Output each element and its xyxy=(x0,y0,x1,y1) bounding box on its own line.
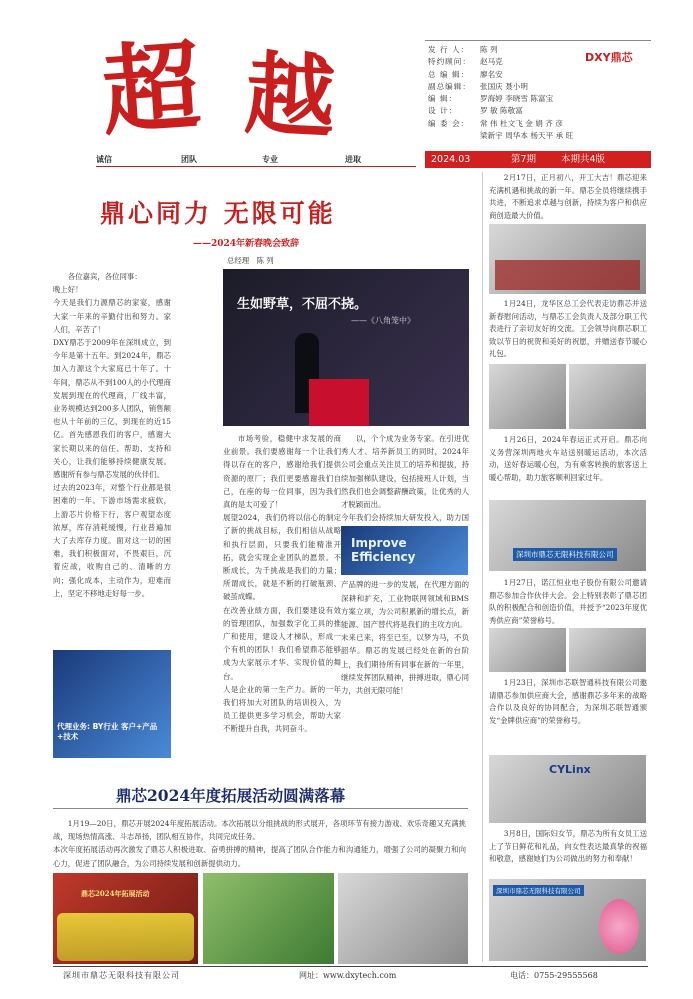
staff-names: 张国庆 聂小明 xyxy=(480,81,528,91)
staff-role: 设 计： xyxy=(428,106,458,116)
lead-byline: 总经理 陈 列 xyxy=(227,256,274,265)
lead-col-2-text: 市场考验，稳健中求发展的商业前景。我们要感谢每一个让我们得以存在的客户，感谢给我们提供资源的原厂；我们更要感谢我们自己，在座的每一位同事，因为我们真的是太可爱了！ 展望2024，我们仍将以信心的制定了新的挑战目标，我们相信从战略和执行层面，只要我们能精准开拓，就会实现企业团队的愿景。不断成长，为千挑战是我们的力量；所谓成长，就是不断的打破瓶颈、破茧成蝶。 在改善业绩方面，我们要建设有效的管理团队，加强数字化工具的推广和使用，建设人才梯队，形成一个有机的团队！我们希望鼎芯能够成为大家展示才华、实现价值的舞台。 人是企业的第一生产力。新的一年我们将加大对团队的培训投入，为员工提供更多学习机会，帮助大家不断提升自我，共同奋斗。 xyxy=(223,434,341,734)
sidebar-text-5: 1月23日，深圳市芯联智通科技有限公司邀请鼎芯参加供应商大会，感谢鼎芯多年来的战略合作以及良好的协同配合，为深圳芯联智通颁发“金牌供应商”的荣誉称号。 xyxy=(489,678,647,725)
tagline-rule xyxy=(96,166,416,167)
issue-bar xyxy=(425,151,651,168)
staff-row xyxy=(428,105,646,117)
tagline-1: 诚信 xyxy=(96,155,112,164)
lead-headline: 鼎心同力 无限可能 xyxy=(100,199,336,228)
staff-names: 罗海婷 李晓雪 陈富宝 xyxy=(480,94,554,104)
sidebar-text-2: 1月24日，龙华区总工会代表走访鼎芯并送新春慰问活动，与鼎芯工会负责人及部分职工代表进行了亲切友好的交流。工会领导向鼎芯职工致以节日的祝贺和美好的祝愿，并赠送春节暖心礼包。 xyxy=(489,299,647,359)
promo-image xyxy=(53,650,171,758)
staff-row xyxy=(428,93,646,105)
staff-names: 罗 敏 陈敬富 xyxy=(480,106,523,116)
lead-col-3b xyxy=(341,578,469,760)
improve-efficiency-image xyxy=(341,526,468,575)
sidebar-photo-3-sign: 深圳市鼎芯无限科技有限公司 xyxy=(513,548,617,561)
lead-col-2 xyxy=(223,432,341,758)
team-banner: 鼎芯2024年拓展活动 xyxy=(81,889,150,898)
issue-pages: 本期共4版 xyxy=(561,154,606,165)
staff-row xyxy=(428,81,646,93)
staff-rule-top xyxy=(425,40,651,41)
sidebar-photo-5-logo: CYLinx xyxy=(549,763,591,776)
lead-col-1-text: 各位嘉宾，各位同事： 晚上好！ 今天是我们力源鼎芯的家宴，感谢大家一年来的辛勤付出和努力。家人们，辛苦了！ DXY鼎芯于2009年在深圳成立，到今年是第十五年。到2024年，鼎芯加入力源这个大家庭已十年了。十年间，鼎芯从不到100人的小代理商发展到现在的代理商，厂线丰富，业务规模达到200多人团队，销售额也从十年前的三亿，到现在的近15亿。首先感恩我们的客户，感谢大家长期以来的信任、帮助、支持和关心，让我们能够持续健康发展。感谢所有参与鼎芯发展的伙伴们。 过去的2023年，对整个行业都是很困难的一年。下游市场需求疲软，上游芯片价格下行，客户观望态度浓厚，库存消耗缓慢，行业普遍加大了去库存力度。面对这一切的困难，我们积极面对，不畏艰巨，沉着应战，收购自己的、清晰的方向；强化成本，主动作为，迎难而上，坚定不移地走好每一步。 xyxy=(53,272,171,598)
footer-rule xyxy=(53,966,648,967)
sidebar-photo-5 xyxy=(489,755,646,823)
team-photo-2 xyxy=(203,873,334,964)
footer-website: 网址：www.dxytech.com xyxy=(299,971,397,980)
sidebar-photo-3 xyxy=(489,500,646,571)
tagline-2: 团队 xyxy=(181,155,197,164)
lead-col-3b-text: 产品牌的进一步的发展，在代理方面的深耕和扩充，工业物联网领域和BMS方案立项，为公司积累新的增长点，新能源、国产替代将是我们的主攻方向。 未来已来，将至已至，以梦为马，不负韶华。鼎芯的发展已经处在新的台阶上，我们期待所有同事在新的一年里，继续发挥团队精神，拼搏进取，鼎心同力，共创无限可能！ xyxy=(341,580,469,696)
sidebar-photo-6-balloons xyxy=(599,899,639,954)
sidebar-photo-1 xyxy=(489,224,646,294)
speech-banner-sub: ——《八角笼中》 xyxy=(351,316,415,325)
staff-role xyxy=(428,130,480,142)
sidebar-text-4: 1月27日，诺江恒业电子股份有限公司邀请鼎芯参加合作伙伴大会。会上特别表彰了鼎芯团队的积极配合和创造价值，并授予“2023年度优秀供应商”荣誉称号。 xyxy=(489,578,647,625)
article-2-headline: 鼎芯2024年度拓展活动圆满落幕 xyxy=(116,786,346,805)
lead-col-3a-text: 以，个个成为业务专家。在引进优秀人才、培养新员工的同时，2024年公司会重点关注员工的培养和提拔，持续加强梯队建设，包括接班人计划，当然我们也会调整薪酬政策，让优秀的人才脱颖而出。 今年我们会持续加大研发投入，助力国 xyxy=(341,434,469,522)
improve-text: Improve Efficiency xyxy=(351,536,416,564)
promo-text: 代理业务: BY行业 客户+产品+技术 xyxy=(57,722,158,741)
sidebar-photo-6-banner: 深圳市鼎芯无限科技有限公司 xyxy=(493,885,584,896)
staff-names: 常 伟 杜文飞 金 娟 齐 彦 xyxy=(480,118,563,128)
sidebar-photo-4a xyxy=(489,628,566,672)
staff-names: 赵马克 xyxy=(480,57,503,67)
sidebar-text-1: 2月17日，正月初八，开工大吉！鼎芯迎来充满机遇和挑战的新一年。鼎芯全员将继续携手共进，不断追求卓越与创新，持续为客户和供应商创造最大价值。 xyxy=(489,173,647,220)
issue-date: 2024.03 xyxy=(431,154,471,165)
lead-col-1 xyxy=(53,270,171,648)
sidebar-photo-2b xyxy=(569,364,646,429)
lead-col-3 xyxy=(341,432,469,522)
staff-names: 梁新宇 周华本 杨天平 承 旺 xyxy=(480,131,574,141)
staff-role: 编 委 会： xyxy=(428,118,470,128)
sidebar-photo-2a xyxy=(489,364,566,429)
staff-names: 陈 列 xyxy=(480,45,498,54)
speech-banner-text: 生如野草，不屈不挠。 xyxy=(237,297,368,312)
staff-role: 副总编辑： xyxy=(428,81,471,91)
staff-role: 发 行 人： xyxy=(428,45,470,54)
podium xyxy=(309,379,369,426)
article-2-rule xyxy=(53,808,468,809)
logo: DXY鼎芯 xyxy=(585,51,633,64)
footer-company: 深圳市鼎芯无限科技有限公司 xyxy=(63,971,180,980)
sidebar-text-6: 3月8日，国际妇女节，鼎芯为所有女员工送上了节日鲜花和礼品，向女性表达最真挚的祝福和敬意，感谢她们为公司做出的努力和奉献！ xyxy=(489,829,647,864)
staff-role: 特约顾问： xyxy=(428,57,471,67)
team-crowd xyxy=(57,913,194,961)
staff-role: 总 编 辑： xyxy=(428,69,470,79)
masthead-title-2: 越 xyxy=(242,40,338,152)
tagline-4: 进取 xyxy=(345,155,361,164)
sidebar-rule xyxy=(482,172,483,962)
tagline-3: 专业 xyxy=(262,155,278,164)
article-2-text: 1月19—20日，鼎芯开展2024年度拓展活动。本次拓展以分组挑战的形式展开，各项环节有接力游戏、欢乐奇趣又充满挑战，现场热情高涨、斗志昂扬，团队相互协作，共同完成任务。 本次年度拓展活动再次激发了鼎芯人积极进取、奋勇拼搏的精神，提高了团队合作能力和沟通能力，增强了公司的凝聚力和向心力，促进了团队融合，为公司持续发展和创新提供动力。 xyxy=(53,819,466,868)
team-photo-3 xyxy=(338,873,468,964)
footer-phone: 电话：0755-29555568 xyxy=(510,971,598,980)
team-photo-1 xyxy=(53,873,198,964)
staff-row xyxy=(428,130,646,142)
sidebar-text-3: 1月26日，2024年春运正式开启。鼎芯向义务营深圳两地火车站送别暖运活动，本次活动，送好春运暖心包，为有乘客转换的旅客送上暖心帮助，助力旅客顺利回家过年。 xyxy=(489,435,647,482)
issue-no: 第7期 xyxy=(511,154,537,165)
sidebar-photo-4b xyxy=(569,628,646,672)
staff-row xyxy=(428,118,646,130)
sidebar-photo-6 xyxy=(489,879,646,961)
staff-role: 编 辑： xyxy=(428,94,458,104)
staff-row xyxy=(428,69,646,81)
staff-names: 廖名安 xyxy=(480,69,503,79)
speech-photo xyxy=(223,269,469,426)
lead-subhead: ——2024年新春晚会致辞 xyxy=(193,239,300,249)
masthead-title-1: 超 xyxy=(98,28,204,151)
article-2-body xyxy=(53,817,466,869)
sidebar-photo-1-people xyxy=(495,260,640,290)
